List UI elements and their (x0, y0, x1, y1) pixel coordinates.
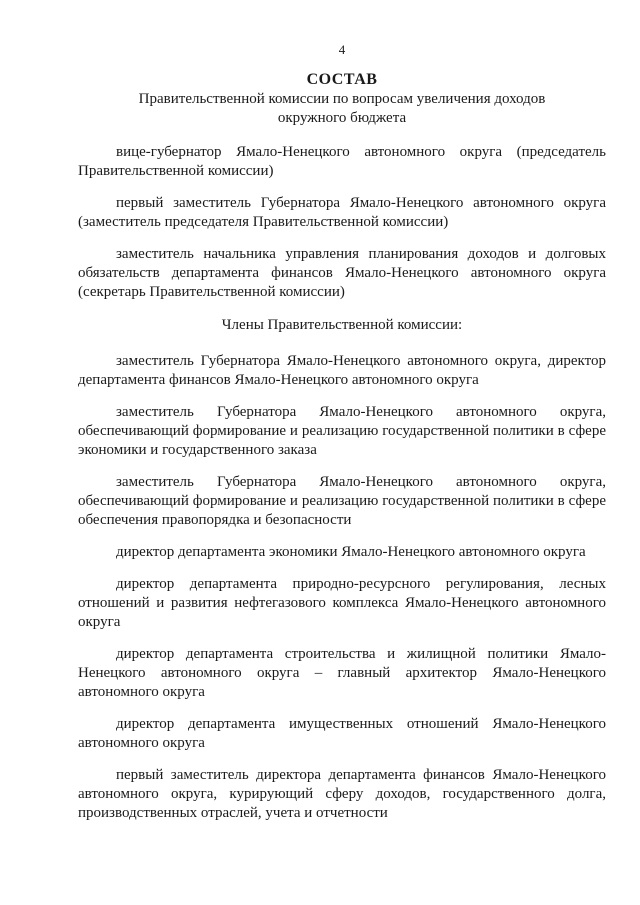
member-item: заместитель Губернатора Ямало-Ненецкого автономного округа, директор департамента финансов Ямало-Ненецкого автономного округа (78, 353, 606, 388)
member-item: директор департамента экономики Ямало-Ненецкого автономного округа (116, 544, 586, 560)
members-heading: Члены Правительственной комиссии: (221, 317, 463, 333)
member-item: заместитель Губернатора Ямало-Ненецкого автономного округа, обеспечивающий формирование и реализацию государственной политики в сфере экономики и государственного заказа (78, 404, 606, 458)
member-item: директор департамента имущественных отношений Ямало-Ненецкого автономного округа (78, 716, 606, 751)
document-page (78, 0, 606, 905)
member-item: заместитель Губернатора Ямало-Ненецкого автономного округа, обеспечивающий формирование и реализацию государственной политики в сфере обеспечения правопорядка и безопасности (78, 474, 606, 528)
document-title: СОСТАВ (306, 71, 378, 88)
document-subtitle: Правительственной комиссии по вопросам увеличения доходов окружного бюджета (138, 91, 546, 126)
leadership-chairman: вице-губернатор Ямало-Ненецкого автономного округа (председатель Правительственной комиссии) (78, 144, 606, 179)
leadership-secretary: заместитель начальника управления планирования доходов и долговых обязательств департамента финансов Ямало-Ненецкого автономного округа (секретарь Правительственной комиссии) (78, 246, 606, 300)
member-item: первый заместитель директора департамента финансов Ямало-Ненецкого автономного округа, курирующий сферу доходов, государственного долга, производственных отраслей, учета и отчетности (78, 767, 606, 821)
page-number: 4 (338, 42, 346, 57)
leadership-deputy-chairman: первый заместитель Губернатора Ямало-Ненецкого автономного округа (заместитель председателя Правительственной комиссии) (78, 195, 606, 230)
member-item: директор департамента природно-ресурсного регулирования, лесных отношений и развития нефтегазового комплекса Ямало-Ненецкого автономного округа (78, 576, 606, 630)
member-item: директор департамента строительства и жилищной политики Ямало-Ненецкого автономного округа – главный архитектор Ямало-Ненецкого автономного округа (78, 646, 606, 700)
